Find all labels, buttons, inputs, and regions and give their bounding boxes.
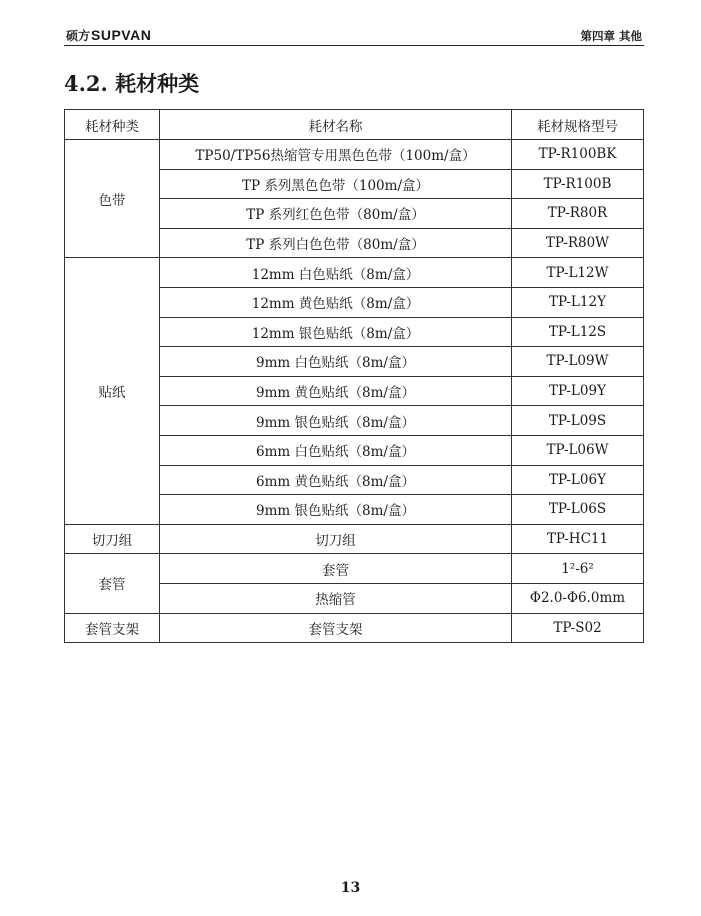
model-cell: TP-L06S	[512, 495, 644, 525]
chapter-title: 第四章 其他	[580, 29, 642, 43]
model-cell: TP-R80R	[512, 199, 644, 229]
name-cell: 12mm 银色贴纸（8m/盒）	[160, 317, 512, 347]
name-cell: 12mm 白色贴纸（8m/盒）	[160, 258, 512, 288]
header-model: 耗材规格型号	[512, 110, 644, 140]
table-header-row	[65, 110, 644, 140]
model-cell: TP-S02	[512, 613, 644, 643]
model-cell: TP-L06Y	[512, 465, 644, 495]
page-header	[64, 25, 644, 46]
page-number: 13	[340, 880, 361, 896]
category-cell: 贴纸	[65, 258, 160, 524]
brand-name-en: SUPVAN	[91, 27, 152, 43]
model-cell: TP-L09S	[512, 406, 644, 436]
model-cell: TP-L12S	[512, 317, 644, 347]
name-cell: 12mm 黄色贴纸（8m/盒）	[160, 287, 512, 317]
name-cell: 9mm 银色贴纸（8m/盒）	[160, 406, 512, 436]
name-cell: 9mm 白色贴纸（8m/盒）	[160, 347, 512, 377]
header-name: 耗材名称	[160, 110, 512, 140]
model-cell: 1²-6²	[512, 554, 644, 584]
model-cell: TP-R100B	[512, 169, 644, 199]
consumables-table	[64, 109, 644, 643]
name-cell: 套管	[160, 554, 512, 584]
name-cell: 套管支架	[160, 613, 512, 643]
header-category: 耗材种类	[65, 110, 160, 140]
category-cell: 色带	[65, 140, 160, 258]
brand-name-cn: 硕方	[66, 29, 91, 43]
table-row	[65, 613, 644, 643]
name-cell: 6mm 白色贴纸（8m/盒）	[160, 435, 512, 465]
name-cell: 切刀组	[160, 524, 512, 554]
category-cell: 套管	[65, 554, 160, 613]
model-cell: TP-R100BK	[512, 140, 644, 170]
name-cell: 热缩管	[160, 583, 512, 613]
category-cell: 切刀组	[65, 524, 160, 554]
name-cell: TP 系列黑色色带（100m/盒）	[160, 169, 512, 199]
model-cell: TP-R80W	[512, 228, 644, 258]
section-title: 4.2. 耗材种类	[64, 71, 200, 96]
name-cell: TP 系列白色色带（80m/盒）	[160, 228, 512, 258]
name-cell: 9mm 银色贴纸（8m/盒）	[160, 495, 512, 525]
model-cell: TP-L12Y	[512, 287, 644, 317]
table-row	[65, 554, 644, 584]
table-row	[65, 258, 644, 288]
brand-logo	[66, 27, 151, 44]
model-cell: TP-L06W	[512, 435, 644, 465]
model-cell: TP-L09W	[512, 347, 644, 377]
model-cell: TP-L09Y	[512, 376, 644, 406]
name-cell: TP50/TP56热缩管专用黑色色带（100m/盒）	[160, 140, 512, 170]
name-cell: TP 系列红色色带（80m/盒）	[160, 199, 512, 229]
model-cell: TP-HC11	[512, 524, 644, 554]
table-row	[65, 524, 644, 554]
name-cell: 6mm 黄色贴纸（8m/盒）	[160, 465, 512, 495]
model-cell: Φ2.0-Φ6.0mm	[512, 583, 644, 613]
model-cell: TP-L12W	[512, 258, 644, 288]
category-cell: 套管支架	[65, 613, 160, 643]
name-cell: 9mm 黄色贴纸（8m/盒）	[160, 376, 512, 406]
table-row	[65, 140, 644, 170]
